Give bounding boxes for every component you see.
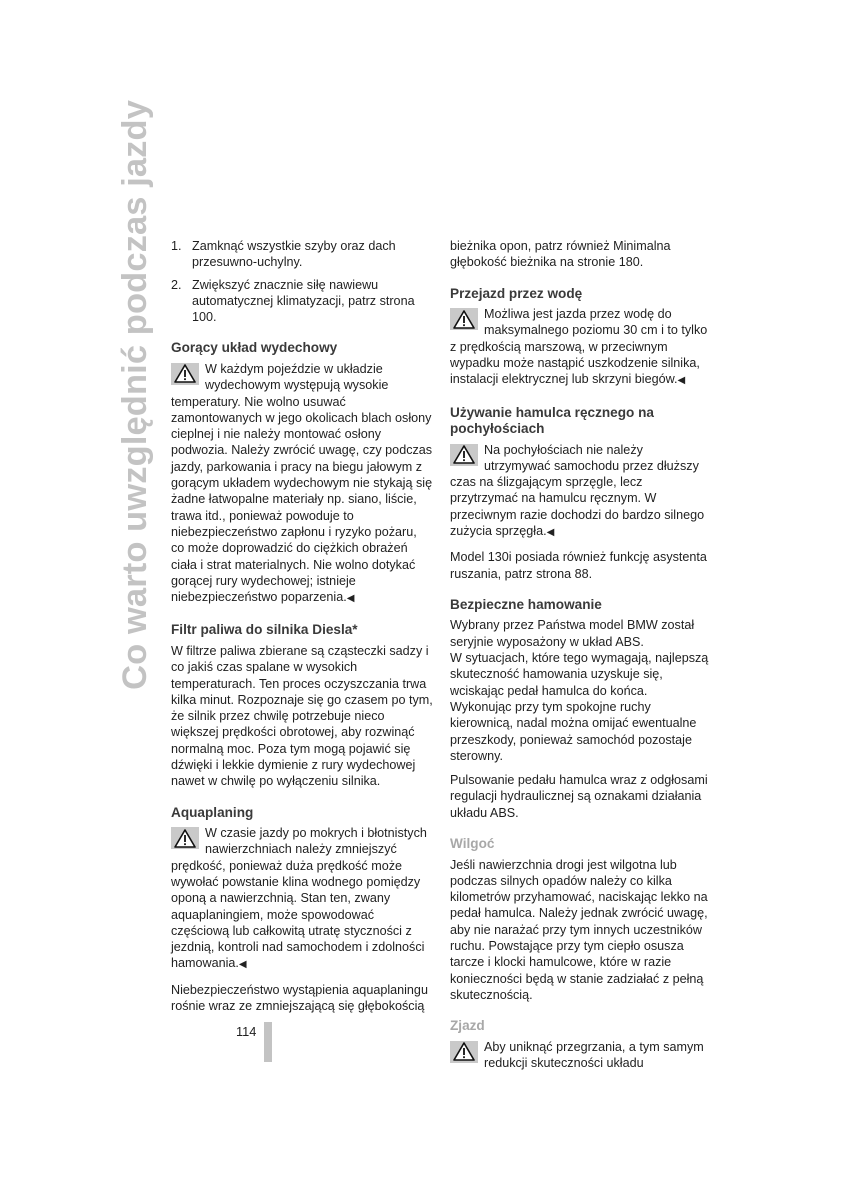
warning-triangle-icon	[450, 1041, 478, 1063]
warning-triangle-icon	[450, 444, 478, 466]
warning-handbrake: Na pochyłościach nie należy utrzymywać samochodu przez dłuższy czas na ślizgającym sprzęgle, lecz przytrzymać na hamulcu ręcznym. W przeciwnym razie dochodzi do bardzo silnego zużycia sprzęgła.◀	[450, 442, 705, 539]
warning-triangle-icon	[450, 308, 478, 330]
list-item: 2. Zwiększyć znacznie siłę nawiewu automatycznej klimatyzacji, patrz strona 100.	[171, 277, 415, 325]
end-mark: ◀	[677, 375, 686, 387]
safe-braking-text-3: Pulsowanie pedału hamulca wraz z odgłosami regulacji hydraulicznej są oznakami działania układu ABS.	[450, 773, 708, 820]
warning-triangle-icon	[171, 363, 199, 385]
page-number-bar	[264, 1022, 272, 1062]
end-mark: ◀	[238, 959, 247, 971]
section-heading-handbrake: Używanie hamulca ręcznego na pochyłościach	[450, 404, 654, 437]
end-mark: ◀	[346, 593, 355, 605]
handbrake-text: Model 130i posiada również funkcję asystenta ruszania, patrz strona 88.	[450, 550, 707, 581]
section-heading-downhill: Zjazd	[450, 1018, 485, 1034]
section-heading-moisture: Wilgoć	[450, 836, 495, 852]
continuation-text: bieżnika opon, patrz również Minimalna głębokość bieżnika na stronie 180.	[450, 239, 671, 270]
page-number: 114	[236, 1024, 257, 1039]
numbered-list	[171, 238, 433, 325]
moisture-text: Jeśli nawierzchnia drogi jest wilgotna lub podczas silnych opadów należy co kilka kilometrów przyhamować, naciskając lekko na pedał hamulca. Należy jednak zwrócić uwagę, aby nie narażać przy tym innych uczestników ruchu. Powstające przy tym ciepło osusza tarcze i klocki hamulcowe, które w razie konieczności będą w stanie zadziałać z pełną skutecznością.	[450, 857, 708, 1002]
warning-downhill: Aby uniknąć przegrzania, a tym samym redukcji skuteczności układu	[450, 1039, 712, 1072]
section-heading-aquaplaning: Aquaplaning	[171, 804, 254, 820]
diesel-filter-text: W filtrze paliwa zbierane są cząsteczki sadzy i co jakiś czas spalane w wysokich temperaturach. Ten proces oczyszczania trwa kilka minut. Rozpoznaje się go czasem po tym, że silnik przez chwilę potrzebuje nieco większej prędkości obrotowej, aby rozwinąć normalną moc. Poza tym mogą pojawić się dźwięki i lekkie dymienie z rury wydechowej nawet w chwilę po wyłączeniu silnika.	[171, 643, 433, 789]
right-column	[450, 238, 712, 1079]
safe-braking-text-2: W sytuacjach, które tego wymagają, najlepszą skuteczność hamowania uzyskuje się, wciskając pedał hamulca do końca. Wykonując przy tym spokojne ruchy kierownicą, nadal można omijać ewentualne przeszkody, ponieważ samochód pozostaje sterowny.	[450, 651, 709, 763]
side-chapter-title	[112, 100, 158, 690]
warning-hot-exhaust: W każdym pojeździe w układzie wydechowym występują wysokie temperatury. Nie wolno usuwać zamontowanych w jego okolicach blach osłony cieplnej i nie należy montować osłony podwozia. Należy zwrócić uwagę, czy podczas jazdy, parkowania i pracy na biegu jałowym z gorącym układem wydechowym nie stykają się żadne łatwopalne materiały np. siano, liście, trawa itd., ponieważ powoduje to niebezpieczeństwo zapłonu i ryzyko pożaru, co może doprowadzić do ciężkich obrażeń ciała i strat materialnych. Nie wolno dotykać gorącej rury wydechowej; istnieje niebezpieczeństwo poparzenia.◀	[171, 361, 433, 605]
section-heading-diesel-filter: Filtr paliwa do silnika Diesla*	[171, 622, 358, 638]
safe-braking-text-1: Wybrany przez Państwa model BMW został seryjnie wyposażony w układ ABS.	[450, 618, 695, 649]
section-heading-hot-exhaust: Gorący układ wydechowy	[171, 340, 338, 356]
section-heading-water-crossing: Przejazd przez wodę	[450, 285, 583, 301]
left-column	[171, 238, 433, 1022]
end-mark: ◀	[546, 527, 555, 539]
list-item: 1. Zamknąć wszystkie szyby oraz dach przesuwno-uchylny.	[171, 239, 396, 270]
aquaplaning-text: Niebezpieczeństwo wystąpienia aquaplaningu rośnie wraz ze zmniejszającą się głębokością	[171, 982, 428, 1014]
warning-triangle-icon	[171, 827, 199, 849]
section-heading-safe-braking: Bezpieczne hamowanie	[450, 596, 602, 612]
warning-water-crossing: Możliwa jest jazda przez wodę do maksymalnego poziomu 30 cm i to tylko z prędkością marszową, w przeciwnym wypadku może nastąpić uszkodzenie silnika, instalacji elektrycznej lub skrzyni biegów.◀	[450, 307, 708, 387]
side-chapter-title-text: Co warto uwzględnić podczas jazdy	[116, 100, 154, 690]
warning-aquaplaning: W czasie jazdy po mokrych i błotnistych nawierzchniach należy zmniejszyć prędkość, ponieważ duża prędkość może wywołać powstanie klina wodnego pomiędzy oponą a nawierzchnią. Stan ten, zwany aquaplaningiem, może spowodować częściową lub całkowitą utratę styczności z jezdnią, kontroli nad samochodem i zdolności hamowania.◀	[171, 826, 427, 971]
